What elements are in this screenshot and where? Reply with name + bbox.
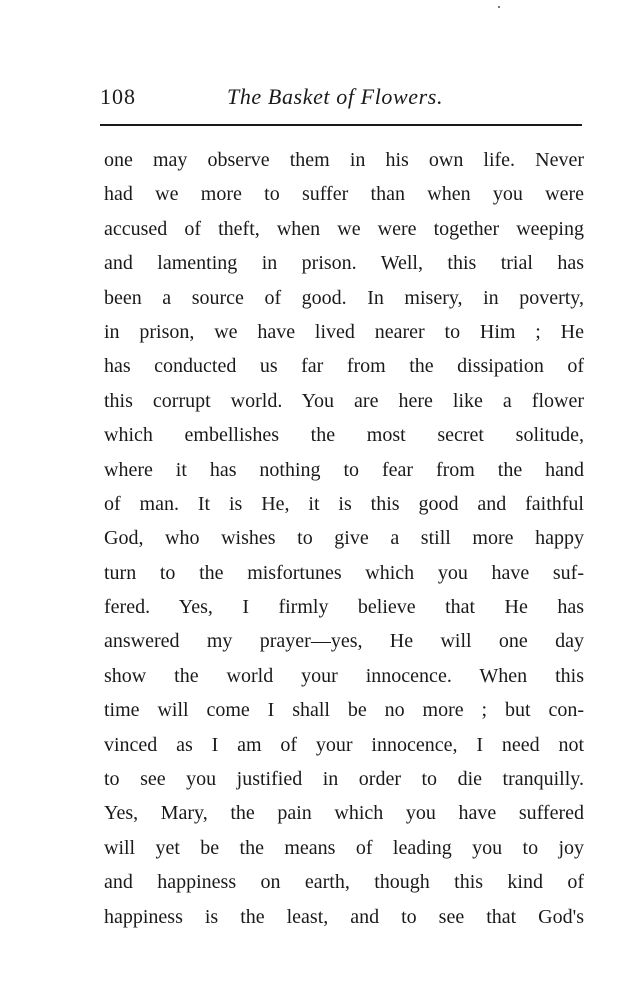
text-line: been a source of good. In misery, in poverty, [104,286,584,309]
page-number: 108 [100,84,136,109]
text-line: in prison, we have lived nearer to Him ; He [104,320,584,343]
text-line: happiness is the least, and to see that God's [104,905,584,928]
text-line: answered my prayer—yes, He will one day [104,630,584,653]
text-line: vinced as I am of your innocence, I need not [104,733,584,756]
text-line: will yet be the means of leading you to joy [104,836,584,859]
text-line: show the world your innocence. When this [104,664,584,687]
running-head [100,84,582,114]
text-line: and happiness on earth, though this kind of [104,871,584,894]
body-text [104,143,584,934]
text-line: which embellishes the most secret solitude, [104,424,584,447]
text-line: God, who wishes to give a still more happy [104,527,584,550]
text-line: time will come I shall be no more ; but con- [104,699,584,722]
text-line: and lamenting in prison. Well, this trial has [104,252,584,275]
text-line: one may observe them in his own life. Never [104,149,584,171]
text-line: has conducted us far from the dissipation of [104,355,584,378]
text-line: fered. Yes, I firmly believe that He has [104,596,584,619]
book-title: The Basket of Flowers. [227,84,444,109]
text-line: of man. It is He, it is this good and faithful [104,492,584,515]
text-line: turn to the misfortunes which you have suf- [104,561,584,584]
text-line: accused of theft, when we were together weeping [104,217,584,240]
text-line: this corrupt world. You are here like a flower [104,389,584,412]
text-line: where it has nothing to fear from the hand [104,458,584,481]
paper-speck [498,6,500,8]
text-line: had we more to suffer than when you were [104,183,584,206]
text-line: to see you justified in order to die tranquilly. [104,768,584,791]
text-line: Yes, Mary, the pain which you have suffered [104,802,584,825]
header-rule [100,124,582,126]
